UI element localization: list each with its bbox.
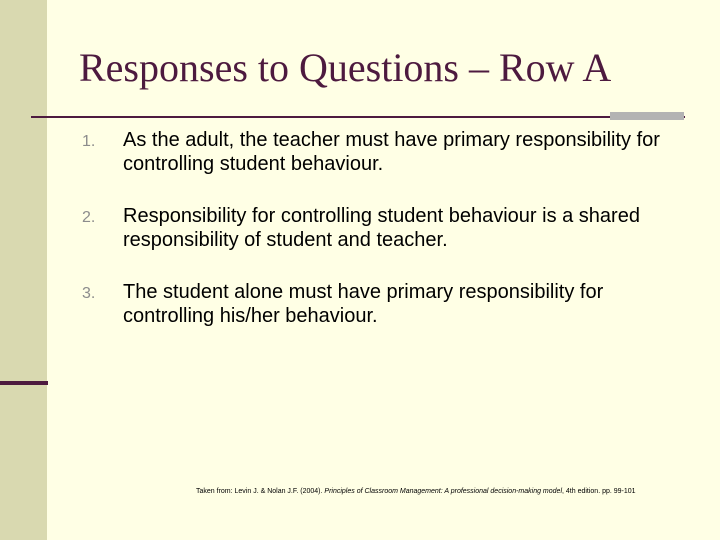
- list-item-number: 3.: [82, 285, 96, 302]
- list-item-number: 2.: [82, 209, 96, 226]
- left-decorative-bar: [0, 0, 47, 540]
- slide-title: Responses to Questions – Row A: [79, 45, 612, 90]
- citation-book-title: Principles of Classroom Management: A professional decision-making model: [324, 488, 562, 495]
- title-divider-line: [31, 116, 685, 118]
- list-item-text: Responsibility for controlling student behaviour is a shared responsibility of student and teacher.: [123, 205, 640, 251]
- citation-authors: Taken from: Levin J. & Nolan J.F. (2004).: [196, 488, 323, 495]
- list-item-number: 1.: [82, 133, 96, 150]
- title-divider-accent: [610, 112, 684, 120]
- response-list: [79, 128, 683, 356]
- list-item-text: The student alone must have primary responsibility for controlling his/her behaviour.: [123, 281, 604, 327]
- list-item: [79, 280, 683, 328]
- citation-edition: , 4th edition. pp. 99-101: [562, 488, 636, 495]
- left-bar-accent-line: [0, 381, 48, 385]
- list-item-text: As the adult, the teacher must have primary responsibility for controlling student behaviour.: [123, 129, 660, 175]
- list-item: [79, 128, 683, 176]
- list-item: [79, 204, 683, 252]
- source-citation: [196, 487, 636, 497]
